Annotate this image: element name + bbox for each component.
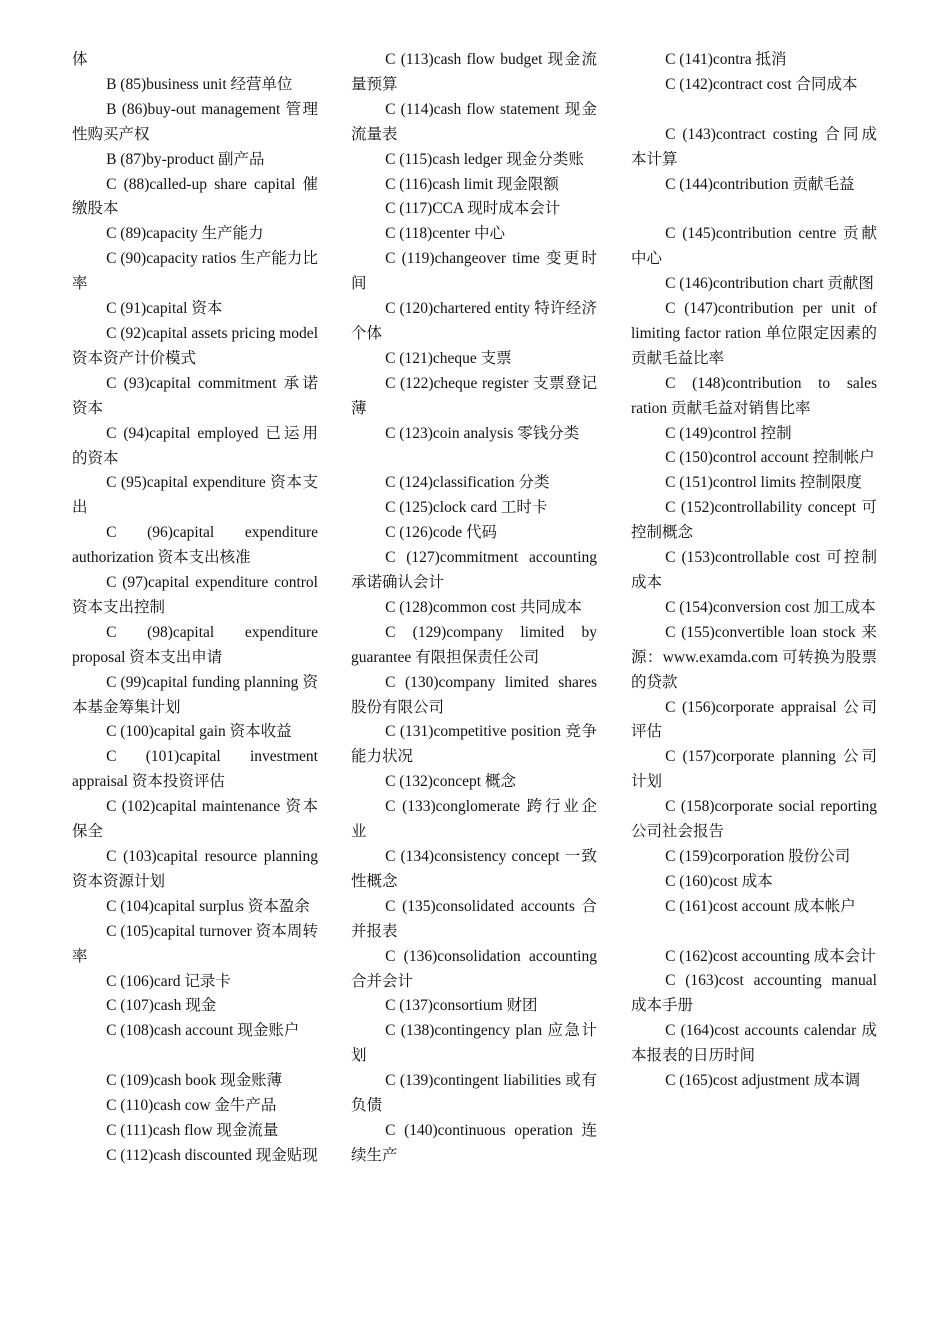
- blank-line: [631, 920, 877, 945]
- glossary-entry: C (103)capital resource planning 资本资源计划: [72, 848, 318, 890]
- glossary-entry: C (142)contract cost 合同成本: [665, 75, 858, 93]
- glossary-entry: C (131)competitive position 竞争能力状况: [351, 723, 597, 766]
- glossary-entry: C (97)capital expenditure control 资本支出控制: [72, 574, 318, 616]
- blank-line: [72, 1044, 318, 1069]
- glossary-entry: C (100)capital gain 资本收益: [106, 723, 292, 741]
- glossary-entry: C (90)capacity ratios 生产能力比率: [72, 250, 318, 293]
- glossary-entry: C (140)continuous operation 连续生产: [351, 1121, 597, 1164]
- glossary-entry: C (113)cash flow budget 现金流量预算: [351, 51, 597, 93]
- glossary-entry: C (117)CCA 现时成本会计: [385, 200, 561, 218]
- glossary-entry: C (89)capacity 生产能力: [106, 225, 264, 243]
- glossary-entry: C (95)capital expenditure 资本支出: [72, 474, 318, 517]
- glossary-entry: C (150)control account 控制帐户: [665, 449, 875, 467]
- glossary-entry: C (138)contingency plan 应急计划: [351, 1022, 597, 1065]
- glossary-entry: C (124)classification 分类: [385, 474, 550, 492]
- glossary-entry: C (164)cost accounts calendar 成本报表的日历时间: [631, 1022, 877, 1065]
- column-3: [631, 48, 877, 1094]
- glossary-entry: C (156)corporate appraisal 公司评估: [631, 698, 877, 741]
- glossary-entry: C (88)called-up share capital 催缴股本: [72, 175, 318, 218]
- glossary-entry: C (91)capital 资本: [106, 300, 223, 318]
- glossary-entry: B (87)by-product 副产品: [106, 150, 265, 168]
- glossary-entry: C (165)cost adjustment 成本调: [665, 1072, 861, 1090]
- glossary-entry: C (155)convertible loan stock 来源：www.examda.com 可转换为股票的贷款: [631, 623, 877, 691]
- glossary-entry: C (149)control 控制: [665, 424, 792, 442]
- glossary-entry: C (152)controllability concept 可控制概念: [631, 499, 877, 542]
- glossary-entry: C (111)cash flow 现金流量: [106, 1121, 279, 1139]
- glossary-entry: C (127)commitment accounting 承诺确认会计: [351, 549, 597, 592]
- glossary-entry: B (85)business unit 经营单位: [106, 75, 293, 93]
- entry-continuation: 体: [72, 51, 88, 68]
- glossary-entry: C (145)contribution centre 贡献中心: [631, 225, 877, 268]
- glossary-entry: C (135)consolidated accounts 合并报表: [351, 897, 597, 940]
- glossary-entry: C (118)center 中心: [385, 225, 506, 243]
- glossary-entry: C (143)contract costing 合同成本计算: [631, 125, 877, 168]
- glossary-entry: C (94)capital employed 已运用的资本: [72, 424, 318, 467]
- glossary-entry: C (112)cash discounted 现金贴现: [106, 1146, 318, 1164]
- glossary-entry: C (151)control limits 控制限度: [665, 474, 862, 492]
- glossary-entry: C (92)capital assets pricing model 资本资产计价模式: [72, 324, 318, 367]
- column-2: [351, 48, 597, 1169]
- glossary-entry: C (108)cash account 现金账户: [106, 1022, 300, 1040]
- glossary-entry: C (121)cheque 支票: [385, 349, 512, 367]
- glossary-entry: C (99)capital funding planning 资本基金筹集计划: [72, 673, 318, 716]
- glossary-entry: C (148)contribution to sales ration 贡献毛益对销售比率: [631, 374, 877, 417]
- blank-line: [631, 197, 877, 222]
- glossary-entry: C (139)contingent liabilities 或有负债: [351, 1072, 597, 1115]
- glossary-entry: C (161)cost account 成本帐户: [665, 897, 856, 915]
- glossary-entry: C (107)cash 现金: [106, 997, 217, 1015]
- glossary-entry: C (132)concept 概念: [385, 773, 516, 791]
- glossary-entry: C (93)capital commitment 承诺资本: [72, 374, 318, 417]
- glossary-entry: C (146)contribution chart 贡献图: [665, 275, 874, 293]
- glossary-entry: C (144)contribution 贡献毛益: [665, 175, 855, 193]
- glossary-entry: C (137)consortium 财团: [385, 997, 538, 1015]
- glossary-entry: C (133)conglomerate 跨行业企业: [351, 798, 597, 841]
- glossary-entry: C (109)cash book 现金账薄: [106, 1072, 283, 1090]
- glossary-entry: B (86)buy-out management 管理性购买产权: [72, 100, 318, 143]
- glossary-entry: C (110)cash cow 金牛产品: [106, 1097, 277, 1115]
- glossary-entry: C (126)code 代码: [385, 524, 498, 542]
- glossary-entry: C (104)capital surplus 资本盈余: [106, 897, 310, 915]
- glossary-entry: C (136)consolidation accounting 合并会计: [351, 947, 597, 990]
- glossary-entry: C (122)cheque register 支票登记薄: [351, 374, 597, 417]
- glossary-entry: C (114)cash flow statement 现金流量表: [351, 100, 597, 143]
- glossary-entry: C (125)clock card 工时卡: [385, 499, 548, 517]
- glossary-entry: C (154)conversion cost 加工成本: [665, 598, 876, 616]
- blank-line: [631, 98, 877, 123]
- glossary-entry: C (123)coin analysis 零钱分类: [385, 424, 580, 442]
- glossary-entry: C (158)corporate social reporting 公司社会报告: [631, 798, 877, 841]
- glossary-entry: C (134)consistency concept 一致性概念: [351, 847, 597, 890]
- glossary-entry: C (101)capital investment appraisal 资本投资评估: [72, 748, 318, 791]
- glossary-entry: C (163)cost accounting manual 成本手册: [631, 972, 877, 1015]
- glossary-entry: C (160)cost 成本: [665, 872, 773, 890]
- glossary-entry: C (153)controllable cost 可控制成本: [631, 549, 877, 591]
- glossary-entry: C (157)corporate planning 公司计划: [631, 748, 877, 791]
- glossary-entry: C (141)contra 抵消: [665, 51, 787, 68]
- glossary-entry: C (116)cash limit 现金限额: [385, 175, 559, 193]
- glossary-entry: C (96)capital expenditure authorization 资本支出核准: [72, 524, 318, 567]
- glossary-entry: C (130)company limited shares 股份有限公司: [351, 673, 597, 716]
- glossary-entry: C (102)capital maintenance 资本保全: [72, 798, 318, 841]
- blank-line: [351, 447, 597, 472]
- glossary-entry: C (159)corporation 股份公司: [665, 847, 851, 865]
- glossary-entry: C (147)contribution per unit of limiting factor ration 单位限定因素的贡献毛益比率: [631, 300, 877, 367]
- glossary-entry: C (162)cost accounting 成本会计: [665, 947, 876, 965]
- glossary-entry: C (98)capital expenditure proposal 资本支出申请: [72, 623, 318, 666]
- glossary-entry: C (105)capital turnover 资本周转率: [72, 922, 318, 965]
- glossary-entry: C (115)cash ledger 现金分类账: [385, 150, 584, 168]
- column-1: [72, 48, 318, 1169]
- glossary-entry: C (128)common cost 共同成本: [385, 598, 582, 616]
- glossary-entry: C (120)chartered entity 特许经济个体: [351, 300, 597, 342]
- glossary-entry: C (129)company limited by guarantee 有限担保责任公司: [351, 623, 597, 666]
- glossary-entry: C (119)changeover time 变更时间: [351, 250, 597, 293]
- glossary-entry: C (106)card 记录卡: [106, 972, 231, 990]
